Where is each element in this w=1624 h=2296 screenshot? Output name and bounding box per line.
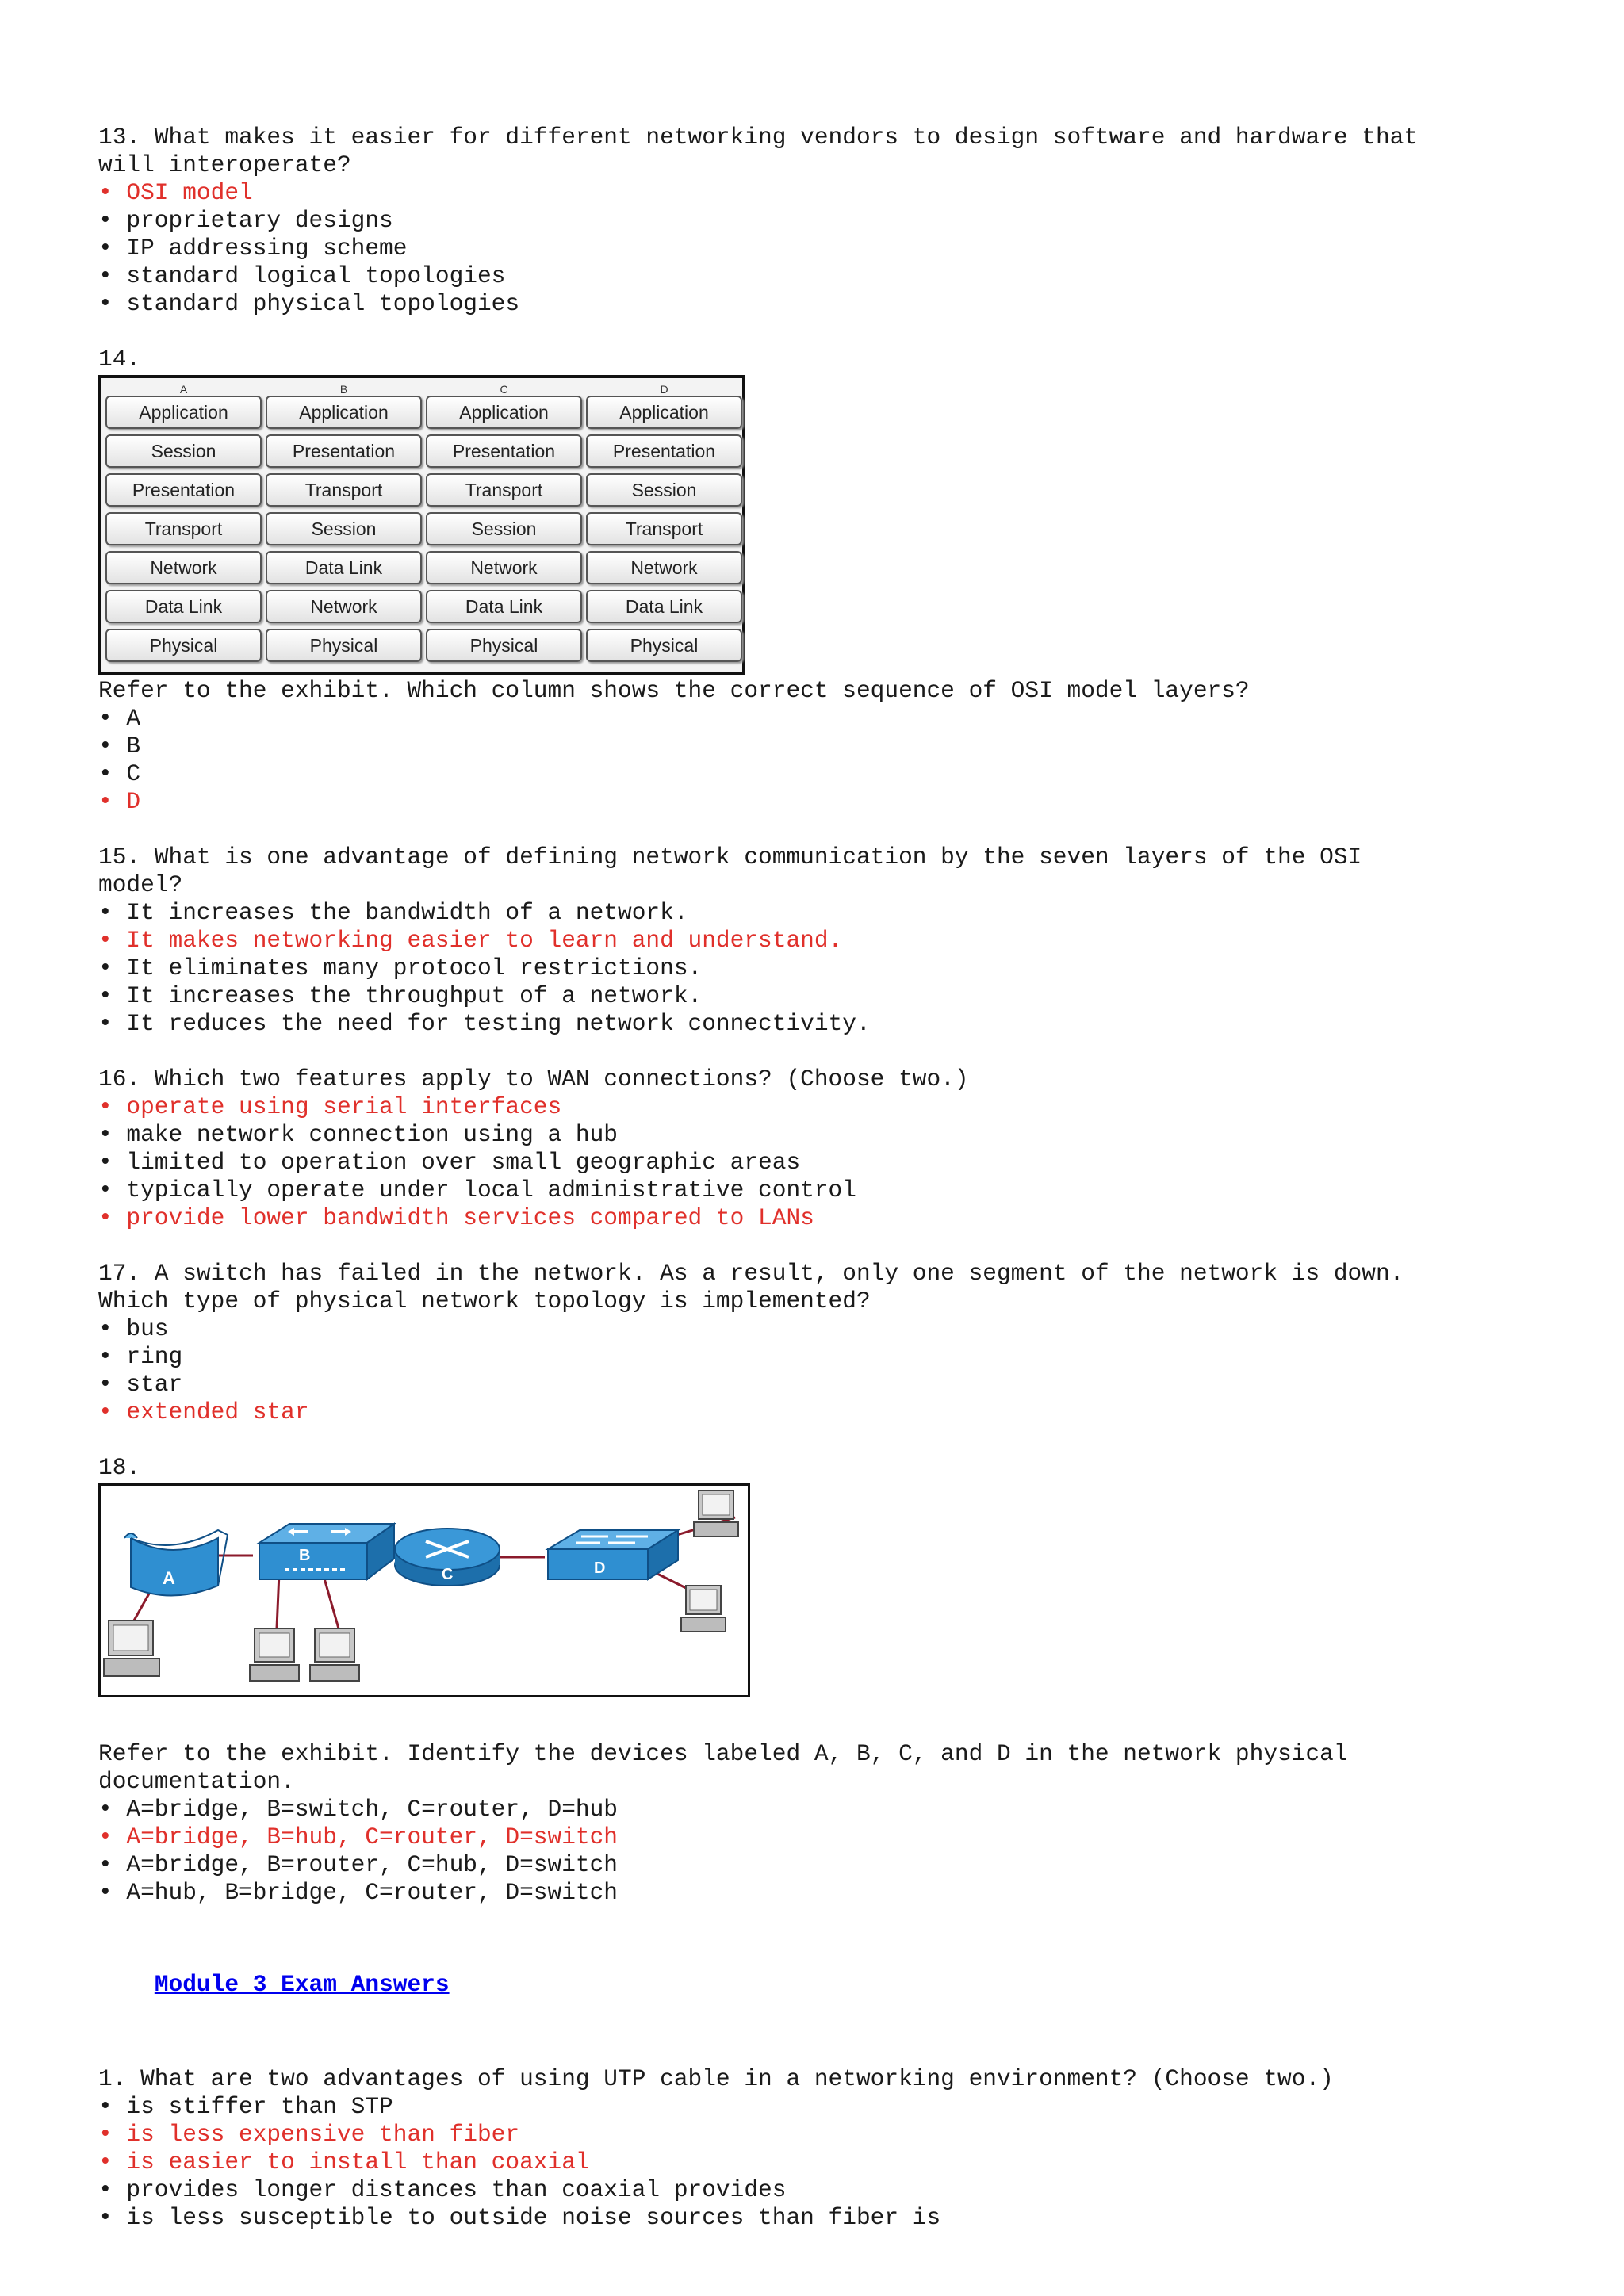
spacer xyxy=(98,1907,1526,1943)
osi-layer-cell: Application xyxy=(266,396,422,429)
answer-option: • make network connection using a hub xyxy=(98,1121,619,1148)
answer-option: • C xyxy=(98,760,141,787)
answer-option: • provides longer distances than coaxial provides xyxy=(98,2176,787,2203)
osi-column-d xyxy=(586,383,742,668)
answer-option: • typically operate under local administrative control xyxy=(98,1177,856,1203)
osi-layer-cell: Physical xyxy=(426,629,582,662)
module-3-heading xyxy=(98,1943,1526,2026)
osi-layer-cell: Application xyxy=(586,396,742,429)
answer-option: • A=hub, B=bridge, C=router, D=switch xyxy=(98,1879,619,1906)
spacer xyxy=(98,816,1526,844)
network-topology-exhibit xyxy=(98,1483,750,1697)
osi-layer-cell: Application xyxy=(426,396,582,429)
spacer xyxy=(98,1426,1526,1454)
question-text: 15. What is one advantage of defining network communication by the seven layers of the OSI xyxy=(98,844,1362,871)
pc-icon xyxy=(250,1628,299,1681)
question-text: Refer to the exhibit. Identify the devices labeled A, B, C, and D in the network physical xyxy=(98,1740,1348,1767)
question-text: 13. What makes it easier for different networking vendors to design software and hardware that xyxy=(98,124,1419,151)
answer-option-correct: • It makes networking easier to learn and understand. xyxy=(98,927,843,954)
answer-option: • standard physical topologies xyxy=(98,290,520,317)
osi-layer-cell: Transport xyxy=(586,512,742,545)
osi-layer-cell: Transport xyxy=(105,512,262,545)
spacer xyxy=(98,1232,1526,1260)
question-text: 16. Which two features apply to WAN connections? (Choose two.) xyxy=(98,1066,969,1093)
answer-option: • It reduces the need for testing network connectivity. xyxy=(98,1010,871,1037)
module-3-exam-answers-link[interactable]: Module 3 Exam Answers xyxy=(154,1971,450,1998)
question-number: 18. xyxy=(98,1454,141,1481)
answer-option: • is less susceptible to outside noise sources than fiber is xyxy=(98,2204,941,2231)
osi-layer-cell: Physical xyxy=(266,629,422,662)
osi-layer-cell: Network xyxy=(105,551,262,584)
osi-layer-cell: Application xyxy=(105,396,262,429)
question-13 xyxy=(98,124,1526,318)
answer-option: • bus xyxy=(98,1315,169,1342)
answer-option-correct: • A=bridge, B=hub, C=router, D=switch xyxy=(98,1823,619,1850)
answer-option-correct: • OSI model xyxy=(98,179,253,206)
hub-device-icon xyxy=(259,1524,394,1579)
device-label-d: D xyxy=(594,1559,606,1577)
question-text: Refer to the exhibit. Which column shows the correct sequence of OSI model layers? xyxy=(98,677,1250,704)
column-header: A xyxy=(179,383,188,396)
question-18 xyxy=(98,1454,1526,1907)
spacer xyxy=(98,2026,1526,2065)
question-text: documentation. xyxy=(98,1768,295,1795)
pc-icon xyxy=(681,1586,726,1632)
answer-option-correct: • D xyxy=(98,788,141,815)
osi-layer-cell: Data Link xyxy=(105,590,262,623)
device-label-c: C xyxy=(442,1566,454,1583)
osi-layer-cell: Physical xyxy=(105,629,262,662)
osi-layer-cell: Physical xyxy=(586,629,742,662)
answer-option: • star xyxy=(98,1371,183,1398)
answer-option-correct: • provide lower bandwidth services compared to LANs xyxy=(98,1204,814,1231)
spacer xyxy=(98,318,1526,346)
link-line xyxy=(323,1573,339,1628)
answer-option-correct: • is easier to install than coaxial xyxy=(98,2149,590,2175)
osi-column-a xyxy=(105,383,262,668)
link-line xyxy=(277,1573,279,1628)
answer-option: • It increases the bandwidth of a network. xyxy=(98,899,688,926)
column-header: C xyxy=(500,383,508,396)
answer-option: • A=bridge, B=switch, C=router, D=hub xyxy=(98,1796,619,1823)
answer-option: • It increases the throughput of a network. xyxy=(98,982,703,1009)
answer-option-correct: • is less expensive than fiber xyxy=(98,2121,520,2148)
osi-layers-exhibit xyxy=(98,375,745,675)
device-label-b: B xyxy=(299,1547,311,1564)
spacer xyxy=(98,1038,1526,1066)
question-number: 14. xyxy=(98,346,141,373)
osi-layer-cell: Presentation xyxy=(586,434,742,468)
column-header: D xyxy=(660,383,668,396)
answer-option: • A=bridge, B=router, C=hub, D=switch xyxy=(98,1851,619,1878)
module-3-question-1 xyxy=(98,2065,1526,2232)
answer-option-correct: • operate using serial interfaces xyxy=(98,1093,562,1120)
osi-layer-cell: Network xyxy=(426,551,582,584)
osi-layer-cell: Presentation xyxy=(266,434,422,468)
pc-icon xyxy=(694,1490,738,1536)
question-text: will interoperate? xyxy=(98,151,351,178)
question-17 xyxy=(98,1260,1526,1426)
answer-option: • B xyxy=(98,733,141,760)
question-text: Which type of physical network topology is implemented? xyxy=(98,1288,871,1314)
column-header: B xyxy=(339,383,348,396)
osi-layer-cell: Session xyxy=(426,512,582,545)
osi-column-c xyxy=(426,383,582,668)
osi-layer-cell: Transport xyxy=(426,473,582,507)
osi-layer-cell: Data Link xyxy=(426,590,582,623)
question-16 xyxy=(98,1066,1526,1232)
switch-device-icon xyxy=(548,1530,678,1579)
router-device-icon xyxy=(395,1529,500,1586)
bridge-device-icon xyxy=(124,1530,228,1596)
pc-icon xyxy=(310,1628,359,1681)
device-label-a: A xyxy=(163,1568,175,1588)
question-text: 17. A switch has failed in the network. As a result, only one segment of the network is down. xyxy=(98,1260,1404,1287)
answer-option: • IP addressing scheme xyxy=(98,235,408,262)
osi-layer-cell: Data Link xyxy=(266,551,422,584)
osi-column-b xyxy=(266,383,422,668)
pc-icon xyxy=(104,1621,159,1676)
answer-option: • ring xyxy=(98,1343,183,1370)
osi-layer-cell: Data Link xyxy=(586,590,742,623)
osi-layer-cell: Network xyxy=(266,590,422,623)
answer-option-correct: • extended star xyxy=(98,1399,309,1425)
question-15 xyxy=(98,844,1526,1038)
answer-option: • is stiffer than STP xyxy=(98,2093,393,2120)
answer-option: • proprietary designs xyxy=(98,207,393,234)
answer-option: • A xyxy=(98,705,141,732)
osi-layer-cell: Presentation xyxy=(105,473,262,507)
answer-option: • limited to operation over small geographic areas xyxy=(98,1149,801,1176)
osi-layer-cell: Network xyxy=(586,551,742,584)
network-diagram xyxy=(101,1486,748,1695)
osi-layer-cell: Session xyxy=(105,434,262,468)
document-page xyxy=(98,124,1526,2232)
osi-layer-cell: Transport xyxy=(266,473,422,507)
osi-layer-cell: Session xyxy=(586,473,742,507)
osi-layer-cell: Session xyxy=(266,512,422,545)
question-text: model? xyxy=(98,871,183,898)
question-14 xyxy=(98,346,1526,816)
answer-option: • It eliminates many protocol restrictions. xyxy=(98,955,703,982)
answer-option: • standard logical topologies xyxy=(98,262,506,289)
question-text: 1. What are two advantages of using UTP cable in a networking environment? (Choose two.) xyxy=(98,2065,1334,2092)
osi-layer-cell: Presentation xyxy=(426,434,582,468)
